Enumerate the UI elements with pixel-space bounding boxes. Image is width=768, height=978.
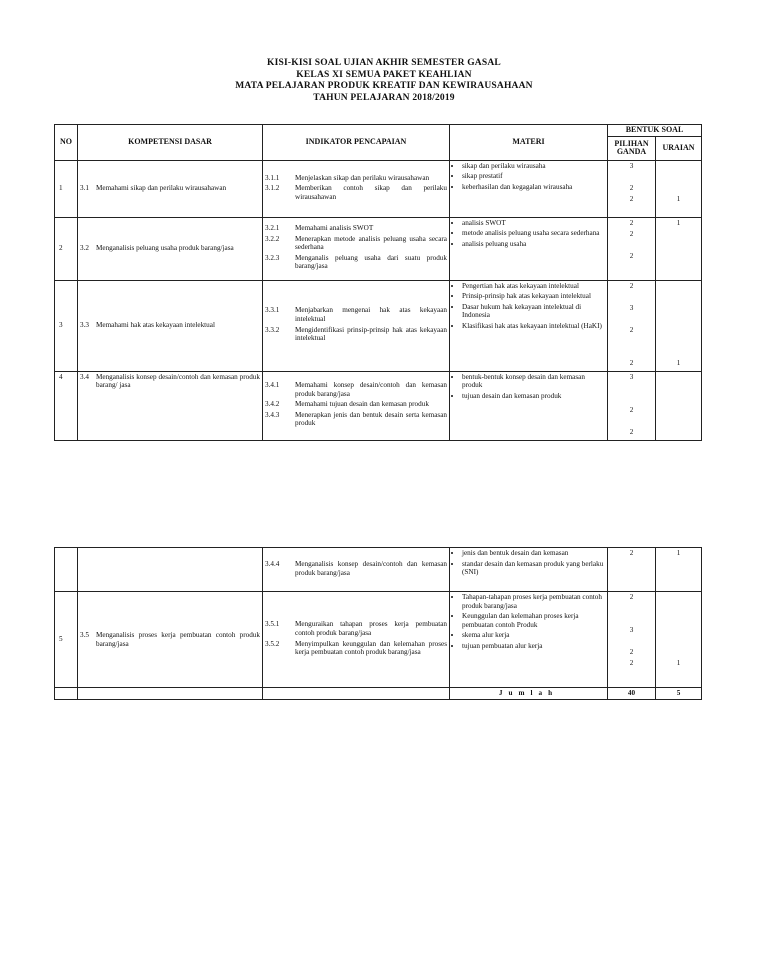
indikator-text: Menerapkan jenis dan bentuk desain serta kemasan produk — [295, 410, 447, 428]
materi-cell — [450, 548, 608, 592]
header-bentuk-soal: BENTUK SOAL — [608, 125, 702, 137]
header-line-4: TAHUN PELAJARAN 2018/2019 — [313, 92, 455, 103]
pilihan-ganda-count: 2 3 2 2 — [608, 592, 656, 688]
pilihan-ganda-count: 2 — [608, 548, 656, 592]
uraian-count: 1 — [656, 592, 702, 688]
indikator-item — [265, 306, 447, 323]
indikator-item — [265, 184, 447, 201]
table-row — [55, 217, 702, 280]
table-row — [55, 548, 702, 592]
header-line-3: MATA PELAJARAN PRODUK KREATIF DAN KEWIRAUSAHAAN — [235, 81, 533, 91]
indikator-code: 3.3.2 — [265, 325, 280, 334]
jumlah-empty-ind — [263, 688, 450, 700]
uraian-count — [656, 371, 702, 440]
indikator-code: 3.4.2 — [265, 400, 280, 409]
table-row — [55, 592, 702, 688]
indikator-code: 3.1.1 — [265, 173, 280, 182]
indikator-cell — [263, 548, 450, 592]
materi-item: • sikap dan perilaku wirausaha — [462, 162, 605, 171]
jumlah-uraian: 5 — [656, 688, 702, 700]
indikator-cell — [263, 592, 450, 688]
header-uraian: URAIAN — [656, 136, 702, 160]
materi-item: • analisis peluang usaha — [462, 240, 605, 249]
indikator-item — [265, 254, 447, 271]
kd-text: Menganalisis peluang usaha produk barang/jasa — [96, 244, 234, 253]
row-number: 3 — [55, 280, 78, 371]
indikator-code: 3.5.1 — [265, 620, 280, 629]
indikator-code: 3.4.1 — [265, 381, 280, 390]
materi-item: • keberhasilan dan kegagalan wirausaha — [462, 183, 605, 192]
indikator-item — [265, 224, 447, 233]
indikator-code: 3.5.2 — [265, 639, 280, 648]
indikator-item — [265, 400, 447, 409]
header-line-1: KISI-KISI SOAL UJIAN AKHIR SEMESTER GASAL — [267, 58, 501, 68]
indikator-cell — [263, 160, 450, 217]
indikator-item — [265, 560, 447, 577]
uraian-count: 1 — [656, 280, 702, 371]
indikator-text: Memahami tujuan desain dan kemasan produk — [295, 400, 429, 409]
header-indikator: INDIKATOR PENCAPAIAN — [263, 125, 450, 161]
indikator-code: 3.4.3 — [265, 410, 280, 419]
kd-text: Menganalisis konsep desain/contoh dan kemasan produk barang/ jasa — [96, 372, 260, 390]
indikator-item — [265, 174, 447, 183]
header-kompetensi-dasar: KOMPETENSI DASAR — [78, 125, 263, 161]
header-no: NO — [55, 125, 78, 161]
pilihan-ganda-count: 3 2 2 — [608, 371, 656, 440]
indikator-cell — [263, 280, 450, 371]
indikator-text: Memahami analisis SWOT — [295, 224, 374, 233]
materi-cell — [450, 592, 608, 688]
materi-item: • standar desain dan kemasan produk yang berlaku (SNI) — [462, 560, 605, 577]
indikator-text: Menyimpulkan keunggulan dan kelemahan proses kerja pembuatan contoh produk barang/jasa — [295, 639, 447, 657]
materi-item: • Keunggulan dan kelemahan proses kerja pembuatan contoh Produk — [462, 612, 605, 629]
kd-text: Memahami sikap dan perilaku wirausahawan — [96, 184, 227, 193]
jumlah-empty-kd — [78, 688, 263, 700]
materi-item: • tujuan pembuatan alur kerja — [462, 642, 605, 651]
kisi-kisi-table-page-1 — [54, 124, 702, 441]
kisi-kisi-table-page-2 — [54, 547, 702, 700]
row-number: 4 — [55, 371, 78, 440]
kompetensi-dasar-cell — [78, 548, 263, 592]
indikator-code: 3.3.1 — [265, 306, 280, 315]
indikator-text: Menganalis peluang usaha dari suatu produk barang/jasa — [295, 253, 447, 271]
indikator-text: Memahami konsep desain/contoh dan kemasan produk barang/jasa — [295, 381, 447, 398]
row-number — [55, 548, 78, 592]
table-row — [55, 160, 702, 217]
indikator-code: 3.2.2 — [265, 234, 280, 243]
indikator-code: 3.4.4 — [265, 559, 280, 568]
materi-item: • skema alur kerja — [462, 631, 605, 640]
uraian-count: 1 — [656, 160, 702, 217]
materi-cell — [450, 280, 608, 371]
kompetensi-dasar-cell — [78, 217, 263, 280]
row-number: 2 — [55, 217, 78, 280]
indikator-code: 3.2.1 — [265, 224, 280, 233]
document-header — [0, 58, 768, 104]
indikator-text: Menganalisis konsep desain/contoh dan kemasan produk barang/jasa — [295, 559, 447, 577]
materi-item: • Dasar hukum hak kekayaan intelektual di Indonesia — [462, 303, 605, 320]
pilihan-ganda-count: 3 2 2 — [608, 160, 656, 217]
indikator-text: Memberikan contoh sikap dan perilaku wirausahawan — [295, 184, 447, 201]
materi-item: • Prinsip-prinsip hak atas kekayaan intelektual — [462, 292, 605, 301]
kd-code: 3.1 — [80, 184, 89, 193]
kompetensi-dasar-cell — [78, 160, 263, 217]
kompetensi-dasar-cell — [78, 592, 263, 688]
indikator-text: Menguraikan tahapan proses kerja pembuatan contoh produk barang/jasa — [295, 620, 447, 637]
materi-item: • jenis dan bentuk desain dan kemasan — [462, 549, 605, 558]
header-line-2: KELAS XI SEMUA PAKET KEAHLIAN — [296, 69, 472, 80]
materi-item: • Tahapan-tahapan proses kerja pembuatan contoh produk barang/jasa — [462, 593, 605, 610]
materi-item: • Klasifikasi hak atas kekayaan intelektual (HaKI) — [462, 322, 605, 331]
kd-code: 3.3 — [80, 321, 89, 330]
materi-item: • bentuk-bentuk konsep desain dan kemasan produk — [462, 373, 605, 390]
kd-code: 3.5 — [80, 630, 89, 639]
pilihan-ganda-count: 2 2 2 — [608, 217, 656, 280]
kd-text: Memahami hak atas kekayaan intelektual — [96, 321, 215, 330]
indikator-item — [265, 411, 447, 428]
row-number: 1 — [55, 160, 78, 217]
table-row — [55, 280, 702, 371]
indikator-item — [265, 640, 447, 657]
header-pilihan-ganda: PILIHAN GANDA — [608, 136, 656, 160]
pilihan-ganda-count: 2 3 2 2 — [608, 280, 656, 371]
indikator-code: 3.2.3 — [265, 253, 280, 262]
materi-cell — [450, 371, 608, 440]
kd-code: 3.2 — [80, 244, 89, 253]
materi-cell — [450, 217, 608, 280]
indikator-item — [265, 235, 447, 252]
materi-item: • metode analisis peluang usaha secara sederhana — [462, 229, 605, 238]
header-materi: MATERI — [450, 125, 608, 161]
materi-cell — [450, 160, 608, 217]
row-number: 5 — [55, 592, 78, 688]
indikator-code: 3.1.2 — [265, 184, 280, 193]
materi-item: • tujuan desain dan kemasan produk — [462, 392, 605, 401]
table-row — [55, 371, 702, 440]
indikator-cell — [263, 371, 450, 440]
kompetensi-dasar-cell — [78, 371, 263, 440]
uraian-count: 1 — [656, 548, 702, 592]
indikator-text: Menerapkan metode analisis peluang usaha secara sederhana — [295, 234, 447, 252]
indikator-text: Mengidentifikasi prinsip-prinsip hak atas kekayaan intelektual — [295, 325, 447, 343]
indikator-text: Menjelaskan sikap dan perilaku wirausahawan — [295, 173, 430, 182]
kd-text: Menganalisis proses kerja pembuatan contoh produk barang/jasa — [96, 630, 260, 648]
materi-item: • sikap prestatif — [462, 172, 605, 181]
indikator-cell — [263, 217, 450, 280]
kd-code: 3.4 — [80, 372, 89, 381]
indikator-item — [265, 326, 447, 343]
jumlah-label: Jumlah — [450, 688, 608, 700]
indikator-item — [265, 381, 447, 398]
kompetensi-dasar-cell — [78, 280, 263, 371]
jumlah-pg: 40 — [608, 688, 656, 700]
indikator-item — [265, 620, 447, 637]
jumlah-empty-no — [55, 688, 78, 700]
materi-item: • Pengertian hak atas kekayaan intelektual — [462, 282, 605, 291]
materi-item: • analisis SWOT — [462, 219, 605, 228]
indikator-text: Menjabarkan mengenai hak atas kekayaan intelektual — [295, 306, 447, 323]
uraian-count: 1 — [656, 217, 702, 280]
